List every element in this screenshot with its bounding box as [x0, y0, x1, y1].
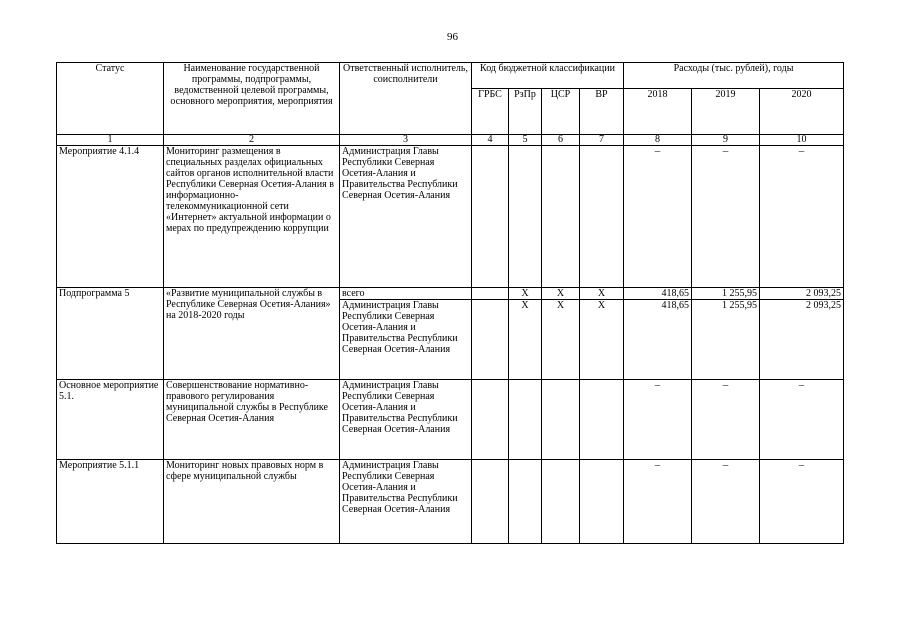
row-vr: X [580, 300, 624, 380]
column-number: 6 [542, 135, 580, 146]
row-status: Основное мероприятие 5.1. [57, 380, 164, 460]
row-rzpr: X [509, 300, 542, 380]
row-csr [542, 460, 580, 544]
row-executor: Администрация Главы Республики Северная Осетия-Алания и Правительства Республики Северная Осетия-Алания [340, 460, 472, 544]
row-csr [542, 380, 580, 460]
row-name: Мониторинг размещения в специальных разделах официальных сайтов органов исполнительной власти Республики Северная Осетия-Алания в информационно-телекоммуникационной сети «Интернет» актуальной информации о мерах по предупреждению коррупции [164, 146, 340, 288]
row-expense-2019: 1 255,95 [692, 288, 760, 300]
header-rzpr: РзПр [509, 89, 542, 135]
row-expense-2019: 1 255,95 [692, 300, 760, 380]
row-executor: всего [340, 288, 472, 300]
row-vr [580, 146, 624, 288]
row-expense-2020: – [760, 380, 844, 460]
row-grbs [472, 300, 509, 380]
row-grbs [472, 460, 509, 544]
row-grbs [472, 146, 509, 288]
row-vr: X [580, 288, 624, 300]
column-number: 5 [509, 135, 542, 146]
row-executor: Администрация Главы Республики Северная Осетия-Алания и Правительства Республики Северная Осетия-Алания [340, 300, 472, 380]
row-grbs [472, 380, 509, 460]
row-csr: X [542, 300, 580, 380]
table-row [57, 288, 844, 300]
column-number: 4 [472, 135, 509, 146]
header-vr: ВР [580, 89, 624, 135]
row-expense-2018: – [624, 460, 692, 544]
row-expense-2020: 2 093,25 [760, 300, 844, 380]
table-row [57, 460, 844, 544]
row-expense-2020: – [760, 146, 844, 288]
header-budget-code: Код бюджетной классификации [472, 63, 624, 89]
row-rzpr [509, 380, 542, 460]
row-vr [580, 460, 624, 544]
header-year-2020: 2020 [760, 89, 844, 135]
row-status: Подпрограмма 5 [57, 288, 164, 380]
header-grbs: ГРБС [472, 89, 509, 135]
row-expense-2018: – [624, 146, 692, 288]
header-name: Наименование государственной программы, подпрограммы, ведомственной целевой программы, основного мероприятия, мероприятия [164, 63, 340, 135]
program-expenses-table [56, 62, 844, 544]
column-number: 7 [580, 135, 624, 146]
row-expense-2018: 418,65 [624, 288, 692, 300]
row-rzpr [509, 460, 542, 544]
table-row [57, 146, 844, 288]
row-status: Мероприятие 5.1.1 [57, 460, 164, 544]
row-csr: X [542, 288, 580, 300]
row-expense-2019: – [692, 146, 760, 288]
row-executor: Администрация Главы Республики Северная Осетия-Алания и Правительства Республики Северная Осетия-Алания [340, 146, 472, 288]
row-grbs [472, 288, 509, 300]
row-expense-2020: – [760, 460, 844, 544]
column-number: 10 [760, 135, 844, 146]
page-number: 96 [447, 31, 458, 43]
row-expense-2019: – [692, 380, 760, 460]
table-row [57, 380, 844, 460]
column-number: 3 [340, 135, 472, 146]
header-executor: Ответственный исполнитель, соисполнители [340, 63, 472, 135]
column-number: 1 [57, 135, 164, 146]
header-year-2019: 2019 [692, 89, 760, 135]
row-rzpr [509, 146, 542, 288]
row-expense-2019: – [692, 460, 760, 544]
row-vr [580, 380, 624, 460]
header-status: Статус [57, 63, 164, 135]
column-number: 2 [164, 135, 340, 146]
row-name: Мониторинг новых правовых норм в сфере муниципальной службы [164, 460, 340, 544]
header-year-2018: 2018 [624, 89, 692, 135]
row-status: Мероприятие 4.1.4 [57, 146, 164, 288]
column-number: 9 [692, 135, 760, 146]
header-row-1 [57, 63, 844, 89]
column-number-row [57, 135, 844, 146]
row-expense-2018: 418,65 [624, 300, 692, 380]
column-number: 8 [624, 135, 692, 146]
row-executor: Администрация Главы Республики Северная Осетия-Алания и Правительства Республики Северная Осетия-Алания [340, 380, 472, 460]
header-csr: ЦСР [542, 89, 580, 135]
row-csr [542, 146, 580, 288]
row-rzpr: X [509, 288, 542, 300]
row-expense-2018: – [624, 380, 692, 460]
row-name: «Развитие муниципальной службы в Республике Северная Осетия-Алания» на 2018-2020 годы [164, 288, 340, 380]
header-expenses: Расходы (тыс. рублей), годы [624, 63, 844, 89]
row-expense-2020: 2 093,25 [760, 288, 844, 300]
row-name: Совершенствование нормативно-правового регулирования муниципальной службы в Республике Северная Осетия-Алания [164, 380, 340, 460]
